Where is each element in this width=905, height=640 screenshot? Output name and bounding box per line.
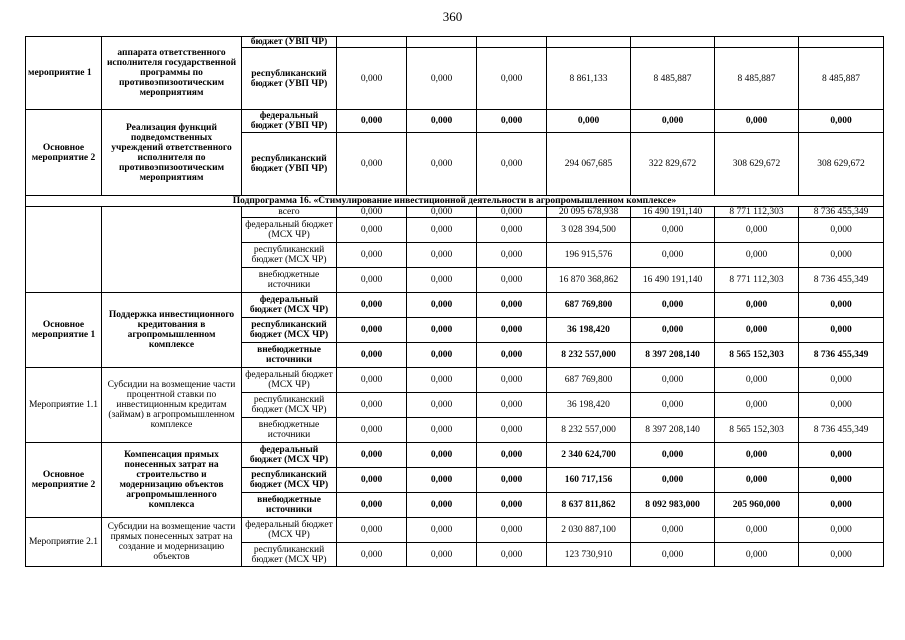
- value-cell: 294 067,685: [547, 133, 631, 196]
- value-cell: 0,000: [715, 293, 799, 318]
- value-cell: 0,000: [477, 368, 547, 393]
- value-cell: 0,000: [477, 343, 547, 368]
- table-row: [26, 196, 884, 207]
- value-cell: 0,000: [477, 243, 547, 268]
- measure-cell: Основное мероприятие 2: [26, 443, 102, 518]
- source-cell: федеральный бюджет (МСХ ЧР): [242, 293, 337, 318]
- value-cell: 160 717,156: [547, 468, 631, 493]
- value-cell: 0,000: [799, 243, 884, 268]
- subprogram-title: Подпрограмма 16. «Стимулирование инвестиционной деятельности в агропромышленном комплексе»: [26, 196, 884, 207]
- value-cell: 0,000: [337, 343, 407, 368]
- value-cell: 0,000: [631, 468, 715, 493]
- value-cell: 0,000: [799, 443, 884, 468]
- value-cell: 0,000: [799, 468, 884, 493]
- source-cell: внебюджетные источники: [242, 418, 337, 443]
- table-row: [26, 110, 884, 133]
- value-cell: 0,000: [477, 110, 547, 133]
- value-cell: 0,000: [477, 418, 547, 443]
- value-cell: 8 736 455,349: [799, 207, 884, 218]
- value-cell: 0,000: [407, 48, 477, 110]
- value-cell: 8 736 455,349: [799, 268, 884, 293]
- value-cell: 0,000: [337, 293, 407, 318]
- value-cell: 8 771 112,303: [715, 207, 799, 218]
- description-cell: [102, 37, 242, 110]
- value-cell: 0,000: [407, 293, 477, 318]
- measure-cell: Мероприятие 1.1: [26, 368, 102, 443]
- value-cell: 8 485,887: [715, 48, 799, 110]
- value-cell: 0,000: [477, 493, 547, 518]
- value-cell: 0,000: [477, 393, 547, 418]
- value-cell: 8 736 455,349: [799, 343, 884, 368]
- value-cell: 123 730,910: [547, 543, 631, 567]
- value-cell: 8 565 152,303: [715, 418, 799, 443]
- value-cell: 3 028 394,500: [547, 218, 631, 243]
- value-cell: 0,000: [407, 318, 477, 343]
- value-cell: 0,000: [715, 543, 799, 567]
- value-cell: 0,000: [477, 318, 547, 343]
- value-cell: 0,000: [337, 468, 407, 493]
- value-cell: 8 485,887: [631, 48, 715, 110]
- value-cell: 20 095 678,938: [547, 207, 631, 218]
- source-cell: республиканский бюджет (МСХ ЧР): [242, 393, 337, 418]
- value-cell: 0,000: [337, 268, 407, 293]
- value-cell: 0,000: [337, 493, 407, 518]
- value-cell: 205 960,000: [715, 493, 799, 518]
- value-cell: 0,000: [715, 110, 799, 133]
- value-cell: 0,000: [407, 207, 477, 218]
- measure-cell: Мероприятие 2.1: [26, 518, 102, 567]
- page-number: 360: [442, 9, 463, 24]
- value-cell: 0,000: [407, 133, 477, 196]
- value-cell: 0,000: [337, 443, 407, 468]
- source-cell: федеральный бюджет (МСХ ЧР): [242, 443, 337, 468]
- value-cell: 0,000: [477, 468, 547, 493]
- value-cell: 16 490 191,140: [631, 207, 715, 218]
- value-cell: 0,000: [337, 207, 407, 218]
- value-cell: 0,000: [477, 133, 547, 196]
- value-cell: 0,000: [799, 518, 884, 543]
- value-cell: 16 490 191,140: [631, 268, 715, 293]
- value-cell: 0,000: [337, 368, 407, 393]
- measure-cell: Основное мероприятие 2: [26, 110, 102, 196]
- value-cell: 0,000: [799, 318, 884, 343]
- value-cell: 0,000: [477, 543, 547, 567]
- value-cell: 0,000: [407, 268, 477, 293]
- value-cell: 0,000: [407, 518, 477, 543]
- value-cell: 0,000: [407, 468, 477, 493]
- value-cell: 0,000: [407, 418, 477, 443]
- value-cell: 0,000: [799, 110, 884, 133]
- source-cell: республиканский бюджет (МСХ ЧР): [242, 543, 337, 567]
- value-cell: 8 736 455,349: [799, 418, 884, 443]
- value-cell: 36 198,420: [547, 318, 631, 343]
- measure-cell: Основное мероприятие 1: [26, 293, 102, 368]
- value-cell: 0,000: [337, 518, 407, 543]
- table-row: [26, 368, 884, 393]
- description-cell: Субсидии на возмещение части процентной ставки по инвестиционным кредитам (займам) в агропромышленном комплексе: [102, 368, 242, 443]
- value-cell: 0,000: [337, 543, 407, 567]
- value-cell: 0,000: [715, 218, 799, 243]
- source-cell: внебюджетные источники: [242, 343, 337, 368]
- description-cell: Субсидии на возмещение части прямых понесенных затрат на создание и модернизацию объектов: [102, 518, 242, 567]
- value-cell: 0,000: [407, 110, 477, 133]
- value-cell: 0,000: [337, 418, 407, 443]
- value-cell: 8 397 208,140: [631, 418, 715, 443]
- table-row: [26, 293, 884, 318]
- description-cell: Компенсация прямых понесенных затрат на строительство и модернизацию объектов агропромышленного комплекса: [102, 443, 242, 518]
- value-cell: 0,000: [407, 243, 477, 268]
- value-cell: 8 861,133: [547, 48, 631, 110]
- value-cell: 0,000: [477, 218, 547, 243]
- value-cell: 36 198,420: [547, 393, 631, 418]
- value-cell: 8 565 152,303: [715, 343, 799, 368]
- source-cell: республиканский бюджет (МСХ ЧР): [242, 468, 337, 493]
- value-cell: 8 771 112,303: [715, 268, 799, 293]
- value-cell: 0,000: [715, 443, 799, 468]
- measure-cell: мероприятие 1: [26, 37, 102, 110]
- value-cell: 0,000: [631, 543, 715, 567]
- value-cell: 322 829,672: [631, 133, 715, 196]
- source-cell: республиканский бюджет (МСХ ЧР): [242, 243, 337, 268]
- source-cell: бюджет (УВП ЧР): [242, 37, 337, 48]
- value-cell: 0,000: [337, 133, 407, 196]
- source-cell: республиканский бюджет (МСХ ЧР): [242, 318, 337, 343]
- value-cell: 0,000: [477, 48, 547, 110]
- measure-cell: [26, 207, 102, 293]
- source-cell: внебюджетные источники: [242, 268, 337, 293]
- source-cell: федеральный бюджет (МСХ ЧР): [242, 518, 337, 543]
- value-cell: 0,000: [477, 293, 547, 318]
- value-cell: 0,000: [407, 443, 477, 468]
- value-cell: 0,000: [477, 207, 547, 218]
- value-cell: 0,000: [631, 110, 715, 133]
- value-cell: 0,000: [631, 393, 715, 418]
- value-cell: 308 629,672: [799, 133, 884, 196]
- value-cell: 0,000: [799, 368, 884, 393]
- value-cell: 0,000: [337, 218, 407, 243]
- value-cell: 0,000: [477, 518, 547, 543]
- description-cell: [102, 207, 242, 293]
- value-cell: 8 485,887: [799, 48, 884, 110]
- value-cell: 0,000: [337, 243, 407, 268]
- value-cell: 2 030 887,100: [547, 518, 631, 543]
- table-row: [26, 518, 884, 543]
- table-row: [26, 443, 884, 468]
- value-cell: 2 340 624,700: [547, 443, 631, 468]
- value-cell: 0,000: [631, 518, 715, 543]
- value-cell: 0,000: [631, 243, 715, 268]
- source-cell: республиканский бюджет (УВП ЧР): [242, 133, 337, 196]
- value-cell: 0,000: [337, 318, 407, 343]
- value-cell: 0,000: [631, 368, 715, 393]
- value-cell: 0,000: [799, 218, 884, 243]
- budget-table: [25, 36, 884, 567]
- value-cell: 0,000: [799, 543, 884, 567]
- value-cell: 0,000: [715, 468, 799, 493]
- value-cell: 8 092 983,000: [631, 493, 715, 518]
- value-cell: 308 629,672: [715, 133, 799, 196]
- value-cell: 0,000: [631, 443, 715, 468]
- value-cell: 0,000: [799, 493, 884, 518]
- source-cell: республиканский бюджет (УВП ЧР): [242, 48, 337, 110]
- value-cell: 0,000: [477, 443, 547, 468]
- value-cell: 8 637 811,862: [547, 493, 631, 518]
- value-cell: 8 232 557,000: [547, 418, 631, 443]
- value-cell: 0,000: [715, 393, 799, 418]
- value-cell: 0,000: [337, 393, 407, 418]
- value-cell: 0,000: [407, 343, 477, 368]
- value-cell: 0,000: [631, 293, 715, 318]
- value-cell: 8 232 557,000: [547, 343, 631, 368]
- value-cell: 16 870 368,862: [547, 268, 631, 293]
- value-cell: 0,000: [337, 110, 407, 133]
- value-cell: 687 769,800: [547, 368, 631, 393]
- table-row: [26, 37, 884, 48]
- value-cell: 0,000: [715, 318, 799, 343]
- value-cell: 0,000: [799, 293, 884, 318]
- value-cell: 0,000: [407, 218, 477, 243]
- source-cell: федеральный бюджет (МСХ ЧР): [242, 368, 337, 393]
- source-cell: внебюджетные источники: [242, 493, 337, 518]
- table-row: [26, 207, 884, 218]
- value-cell: 0,000: [407, 393, 477, 418]
- value-cell: 0,000: [631, 218, 715, 243]
- value-cell: 0,000: [407, 543, 477, 567]
- description-text: аппарата ответственного: [117, 48, 226, 58]
- value-cell: 8 397 208,140: [631, 343, 715, 368]
- value-cell: 0,000: [407, 493, 477, 518]
- value-cell: 687 769,800: [547, 293, 631, 318]
- value-cell: 0,000: [715, 243, 799, 268]
- value-cell: 0,000: [337, 48, 407, 110]
- description-cell: Реализация функций подведомственных учреждений ответственного исполнителя по противоэпизоотическим мероприятиям: [102, 110, 242, 196]
- value-cell: 196 915,576: [547, 243, 631, 268]
- value-cell: 0,000: [547, 110, 631, 133]
- value-cell: 0,000: [407, 368, 477, 393]
- value-cell: 0,000: [799, 393, 884, 418]
- source-cell: всего: [242, 207, 337, 218]
- description-cell: Поддержка инвестиционного кредитования в агропромышленном комплексе: [102, 293, 242, 368]
- value-cell: 0,000: [715, 368, 799, 393]
- source-cell: федеральный бюджет (МСХ ЧР): [242, 218, 337, 243]
- source-cell: федеральный бюджет (УВП ЧР): [242, 110, 337, 133]
- value-cell: 0,000: [477, 268, 547, 293]
- description-text: исполнителя государственной программы по противоэпизоотическим мероприятиям: [106, 58, 237, 98]
- value-cell: 0,000: [631, 318, 715, 343]
- value-cell: 0,000: [715, 518, 799, 543]
